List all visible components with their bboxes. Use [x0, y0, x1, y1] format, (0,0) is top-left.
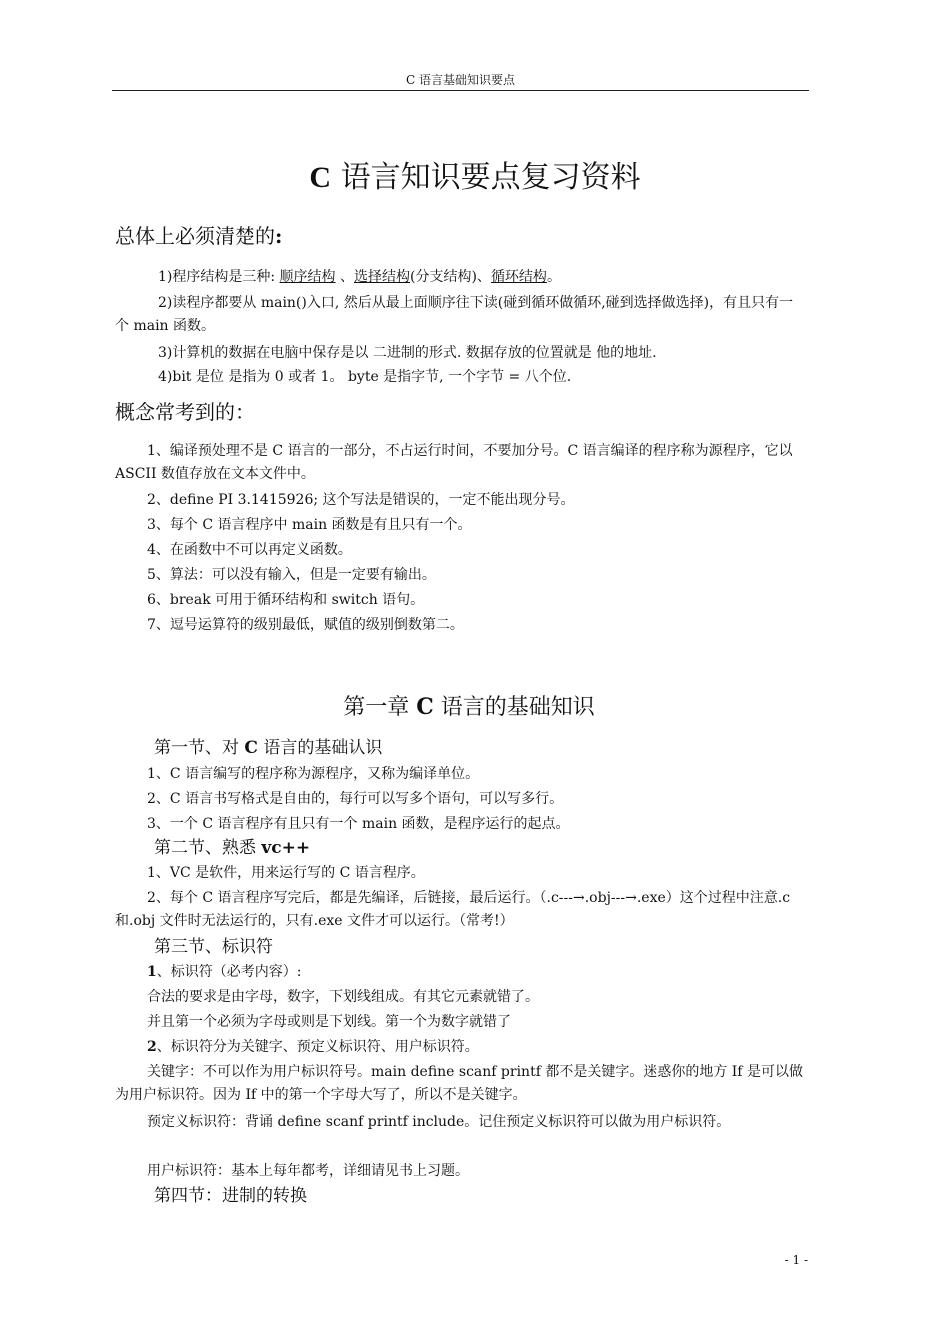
- concept-item: 4、在函数中不可以再定义函数。: [147, 542, 352, 558]
- section-title-2: 第二节、熟悉 vc++: [154, 838, 311, 858]
- overview-item-3: 3)计算机的数据在电脑中保存是以 二进制的形式. 数据存放的位置就是 他的地址.: [158, 345, 657, 361]
- overview-item-4: 4)bit 是位 是指为 0 或者 1。 byte 是指字节, 一个字节 = 八个位.: [158, 369, 572, 385]
- document-title: [0, 158, 950, 198]
- section-heading-concepts: 概念常考到的：: [115, 400, 255, 424]
- concept-item: 3、每个 C 语言程序中 main 函数是有且只有一个。: [147, 517, 472, 533]
- concept-item: 2、define PI 3.1415926; 这个写法是错误的，一定不能出现分号。: [147, 492, 575, 508]
- title-prefix: C: [309, 161, 332, 194]
- identifier-rule: 并且第一个必须为字母或则是下划线。第一个为数字就错了: [147, 1014, 511, 1030]
- list-item: 2、C 语言书写格式是自由的，每行可以写多个语句，可以写多行。: [147, 791, 564, 807]
- header-text: C 语言基础知识要点: [406, 73, 515, 87]
- identifier-point-2: 2、标识符分为关键字、预定义标识符、用户标识符。: [147, 1039, 479, 1055]
- list-item: 3、一个 C 语言程序有且只有一个 main 函数，是程序运行的起点。: [147, 816, 570, 832]
- predefined-note: 预定义标识符：背诵 define scanf printf include。记住预定义标识符可以做为用户标识符。: [147, 1114, 731, 1130]
- page-number: - 1 -: [784, 1253, 808, 1267]
- concept-item: 1、编译预处理不是 C 语言的一部分，不占运行时间，不要加分号。C 语言编译的程序称为源程序，它以 ASCII 数值存放在文本文件中。: [115, 443, 793, 482]
- section-title-3: 第三节、标识符: [154, 937, 273, 957]
- list-item: 1、C 语言编写的程序称为源程序，又称为编译单位。: [147, 766, 480, 782]
- page-header: [112, 72, 809, 91]
- list-item: 1、VC 是软件，用来运行写的 C 语言程序。: [147, 865, 425, 881]
- concept-item: 7、逗号运算符的级别最低，赋值的级别倒数第二。: [147, 617, 464, 633]
- section-heading-overview: 总体上必须清楚的:: [115, 224, 283, 248]
- section-title-4: 第四节：进制的转换: [154, 1186, 307, 1206]
- identifier-point-1: 1、标识符（必考内容）:: [147, 964, 302, 980]
- concept-item: 6、break 可用于循环结构和 switch 语句。: [147, 592, 425, 608]
- list-item: 2、每个 C 语言程序写完后，都是先编译，后链接，最后运行。（.c---→.obj---→.exe）这个过程中注意.c 和.obj 文件时无法运行的，只有.exe 文件才可以运行。（常考!）: [115, 890, 791, 929]
- user-identifier-note: 用户标识符：基本上每年都考，详细请见书上习题。: [147, 1163, 469, 1179]
- keyword-note: 关键字：不可以作为用户标识符号。main define scanf printf 都不是关键字。迷惑你的地方 If 是可以做为用户标识符。因为 If 中的第一个字母大写了，所以不是关键字。: [115, 1064, 803, 1103]
- title-rest: 语言知识要点复习资料: [331, 160, 641, 195]
- section-title-1: 第一节、对 C 语言的基础认识: [154, 738, 383, 758]
- overview-item-1: 1)程序结构是三种: 顺序结构 、选择结构(分支结构)、循环结构。: [158, 269, 561, 285]
- concept-item: 5、算法：可以没有输入，但是一定要有输出。: [147, 567, 436, 583]
- overview-item-2: 2)读程序都要从 main()入口, 然后从最上面顺序往下读(碰到循环做循环,碰到选择做选择)，有且只有一个 main 函数。: [115, 295, 794, 334]
- identifier-rule: 合法的要求是由字母，数字，下划线组成。有其它元素就错了。: [147, 989, 539, 1005]
- chapter-title: 第一章 C 语言的基础知识: [343, 694, 595, 720]
